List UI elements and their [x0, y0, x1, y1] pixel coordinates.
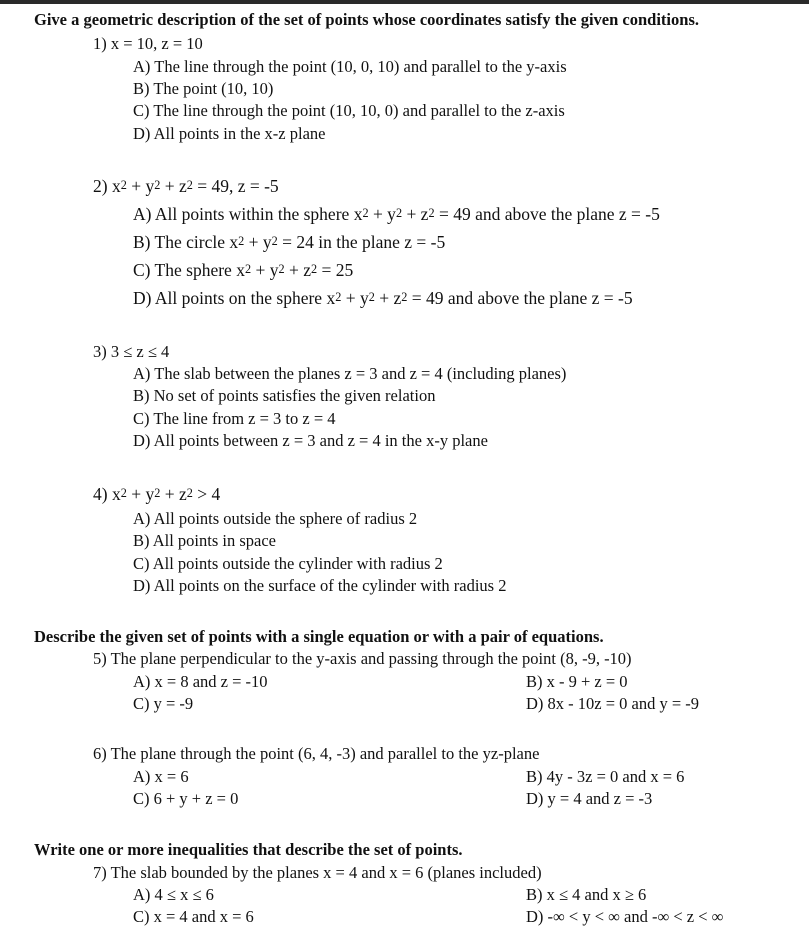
stem-rest: = 49, z = -5 [192, 176, 279, 196]
term-z: + z [284, 260, 311, 280]
question-1-stem: 1) x = 10, z = 10 [93, 34, 203, 53]
exponent: 2 [154, 485, 161, 500]
term-x: x [353, 204, 363, 224]
stem-y: + y [126, 176, 155, 196]
stem-x: x [111, 484, 121, 504]
exponent: 2 [271, 233, 278, 248]
question-7-stem: 7) The slab bounded by the planes x = 4 and x = 6 (planes included) [93, 863, 542, 882]
exponent: 2 [244, 261, 252, 276]
exponent: 2 [238, 233, 245, 248]
exponent: 2 [368, 289, 375, 304]
question-7-option-b[interactable]: B) x ≤ 4 and x ≥ 6 [526, 885, 647, 904]
stem-z: + z [160, 176, 187, 196]
question-5-option-c[interactable]: C) y = -9 [133, 694, 194, 713]
exponent: 2 [362, 205, 369, 220]
question-6-option-d[interactable]: D) y = 4 and z = -3 [526, 789, 653, 808]
option-text: D) All points on the sphere [133, 288, 327, 308]
section-heading-inequalities: Write one or more inequalities that describe the set of points. [34, 840, 463, 859]
stem-y: + y [126, 484, 155, 504]
exponent: 2 [120, 485, 127, 500]
question-3-option-b[interactable]: B) No set of points satisfies the given relation [133, 386, 436, 405]
question-6-option-c[interactable]: C) 6 + y + z = 0 [133, 789, 239, 808]
question-4-option-c[interactable]: C) All points outside the cylinder with radius 2 [133, 554, 443, 573]
term-x: x [229, 232, 239, 252]
question-6-option-a[interactable]: A) x = 6 [133, 767, 189, 786]
term-x: x [326, 288, 336, 308]
question-2-option-d[interactable] [133, 288, 633, 309]
stem-rest: > 4 [192, 484, 221, 504]
term-y: + y [251, 260, 279, 280]
question-1-option-d[interactable]: D) All points in the x-z plane [133, 124, 326, 143]
question-2-option-a[interactable] [133, 204, 660, 225]
question-4-option-d[interactable]: D) All points on the surface of the cylinder with radius 2 [133, 576, 507, 595]
question-1-option-c[interactable]: C) The line through the point (10, 10, 0) and parallel to the z-axis [133, 101, 565, 120]
question-5-option-b[interactable]: B) x - 9 + z = 0 [526, 672, 628, 691]
question-7-option-c[interactable]: C) x = 4 and x = 6 [133, 907, 254, 926]
exponent: 2 [186, 485, 193, 500]
question-1-option-b[interactable]: B) The point (10, 10) [133, 79, 274, 98]
question-3-option-d[interactable]: D) All points between z = 3 and z = 4 in the x-y plane [133, 431, 488, 450]
exponent: 2 [154, 177, 161, 192]
option-text: A) All points within the sphere [133, 204, 354, 224]
question-7-option-d[interactable]: D) -∞ < y < ∞ and -∞ < z < ∞ [526, 907, 724, 926]
section-heading-geometric: Give a geometric description of the set of points whose coordinates satisfy the given conditions. [34, 10, 699, 29]
option-text: = 49 and above the plane z = -5 [434, 204, 660, 224]
question-2-number: 2) [93, 176, 112, 196]
stem-z: + z [160, 484, 187, 504]
question-5-option-a[interactable]: A) x = 8 and z = -10 [133, 672, 268, 691]
top-border [0, 0, 809, 4]
question-4-number: 4) [93, 484, 112, 504]
question-4-option-b[interactable]: B) All points in space [133, 531, 276, 550]
stem-x: x [111, 176, 121, 196]
exponent: 2 [401, 289, 408, 304]
term-y: + y [341, 288, 369, 308]
exponent: 2 [278, 261, 285, 276]
exponent: 2 [335, 289, 342, 304]
option-text: = 25 [317, 260, 354, 280]
term-y: + y [368, 204, 396, 224]
question-2-option-c[interactable] [133, 260, 353, 281]
question-6-option-b[interactable]: B) 4y - 3z = 0 and x = 6 [526, 767, 685, 786]
option-text: B) The circle [133, 232, 230, 252]
term-z: + z [402, 204, 429, 224]
question-3-option-a[interactable]: A) The slab between the planes z = 3 and z = 4 (including planes) [133, 364, 567, 383]
question-2-option-b[interactable] [133, 232, 445, 253]
question-2-stem [93, 176, 279, 197]
question-3-stem: 3) 3 ≤ z ≤ 4 [93, 342, 170, 361]
question-4-option-a[interactable]: A) All points outside the sphere of radius 2 [133, 509, 418, 528]
option-text: = 24 in the plane z = -5 [277, 232, 446, 252]
question-5-option-d[interactable]: D) 8x - 10z = 0 and y = -9 [526, 694, 700, 713]
option-text: = 49 and above the plane z = -5 [407, 288, 633, 308]
question-4-stem [93, 484, 220, 505]
exponent: 2 [310, 261, 318, 276]
question-3-option-c[interactable]: C) The line from z = 3 to z = 4 [133, 409, 336, 428]
exponent: 2 [428, 205, 435, 220]
section-heading-equations: Describe the given set of points with a single equation or with a pair of equations. [34, 627, 604, 646]
term-y: + y [244, 232, 272, 252]
term-x: x [236, 260, 245, 280]
term-z: + z [374, 288, 402, 308]
question-6-stem: 6) The plane through the point (6, 4, -3) and parallel to the yz-plane [93, 744, 540, 763]
exponent: 2 [186, 177, 193, 192]
question-7-option-a[interactable]: A) 4 ≤ x ≤ 6 [133, 885, 214, 904]
option-text: C) The sphere [133, 260, 237, 280]
exponent: 2 [120, 177, 127, 192]
exponent: 2 [395, 205, 403, 220]
question-1-option-a[interactable]: A) The line through the point (10, 0, 10) and parallel to the y-axis [133, 57, 567, 76]
question-5-stem: 5) The plane perpendicular to the y-axis and passing through the point (8, -9, -10) [93, 649, 632, 668]
